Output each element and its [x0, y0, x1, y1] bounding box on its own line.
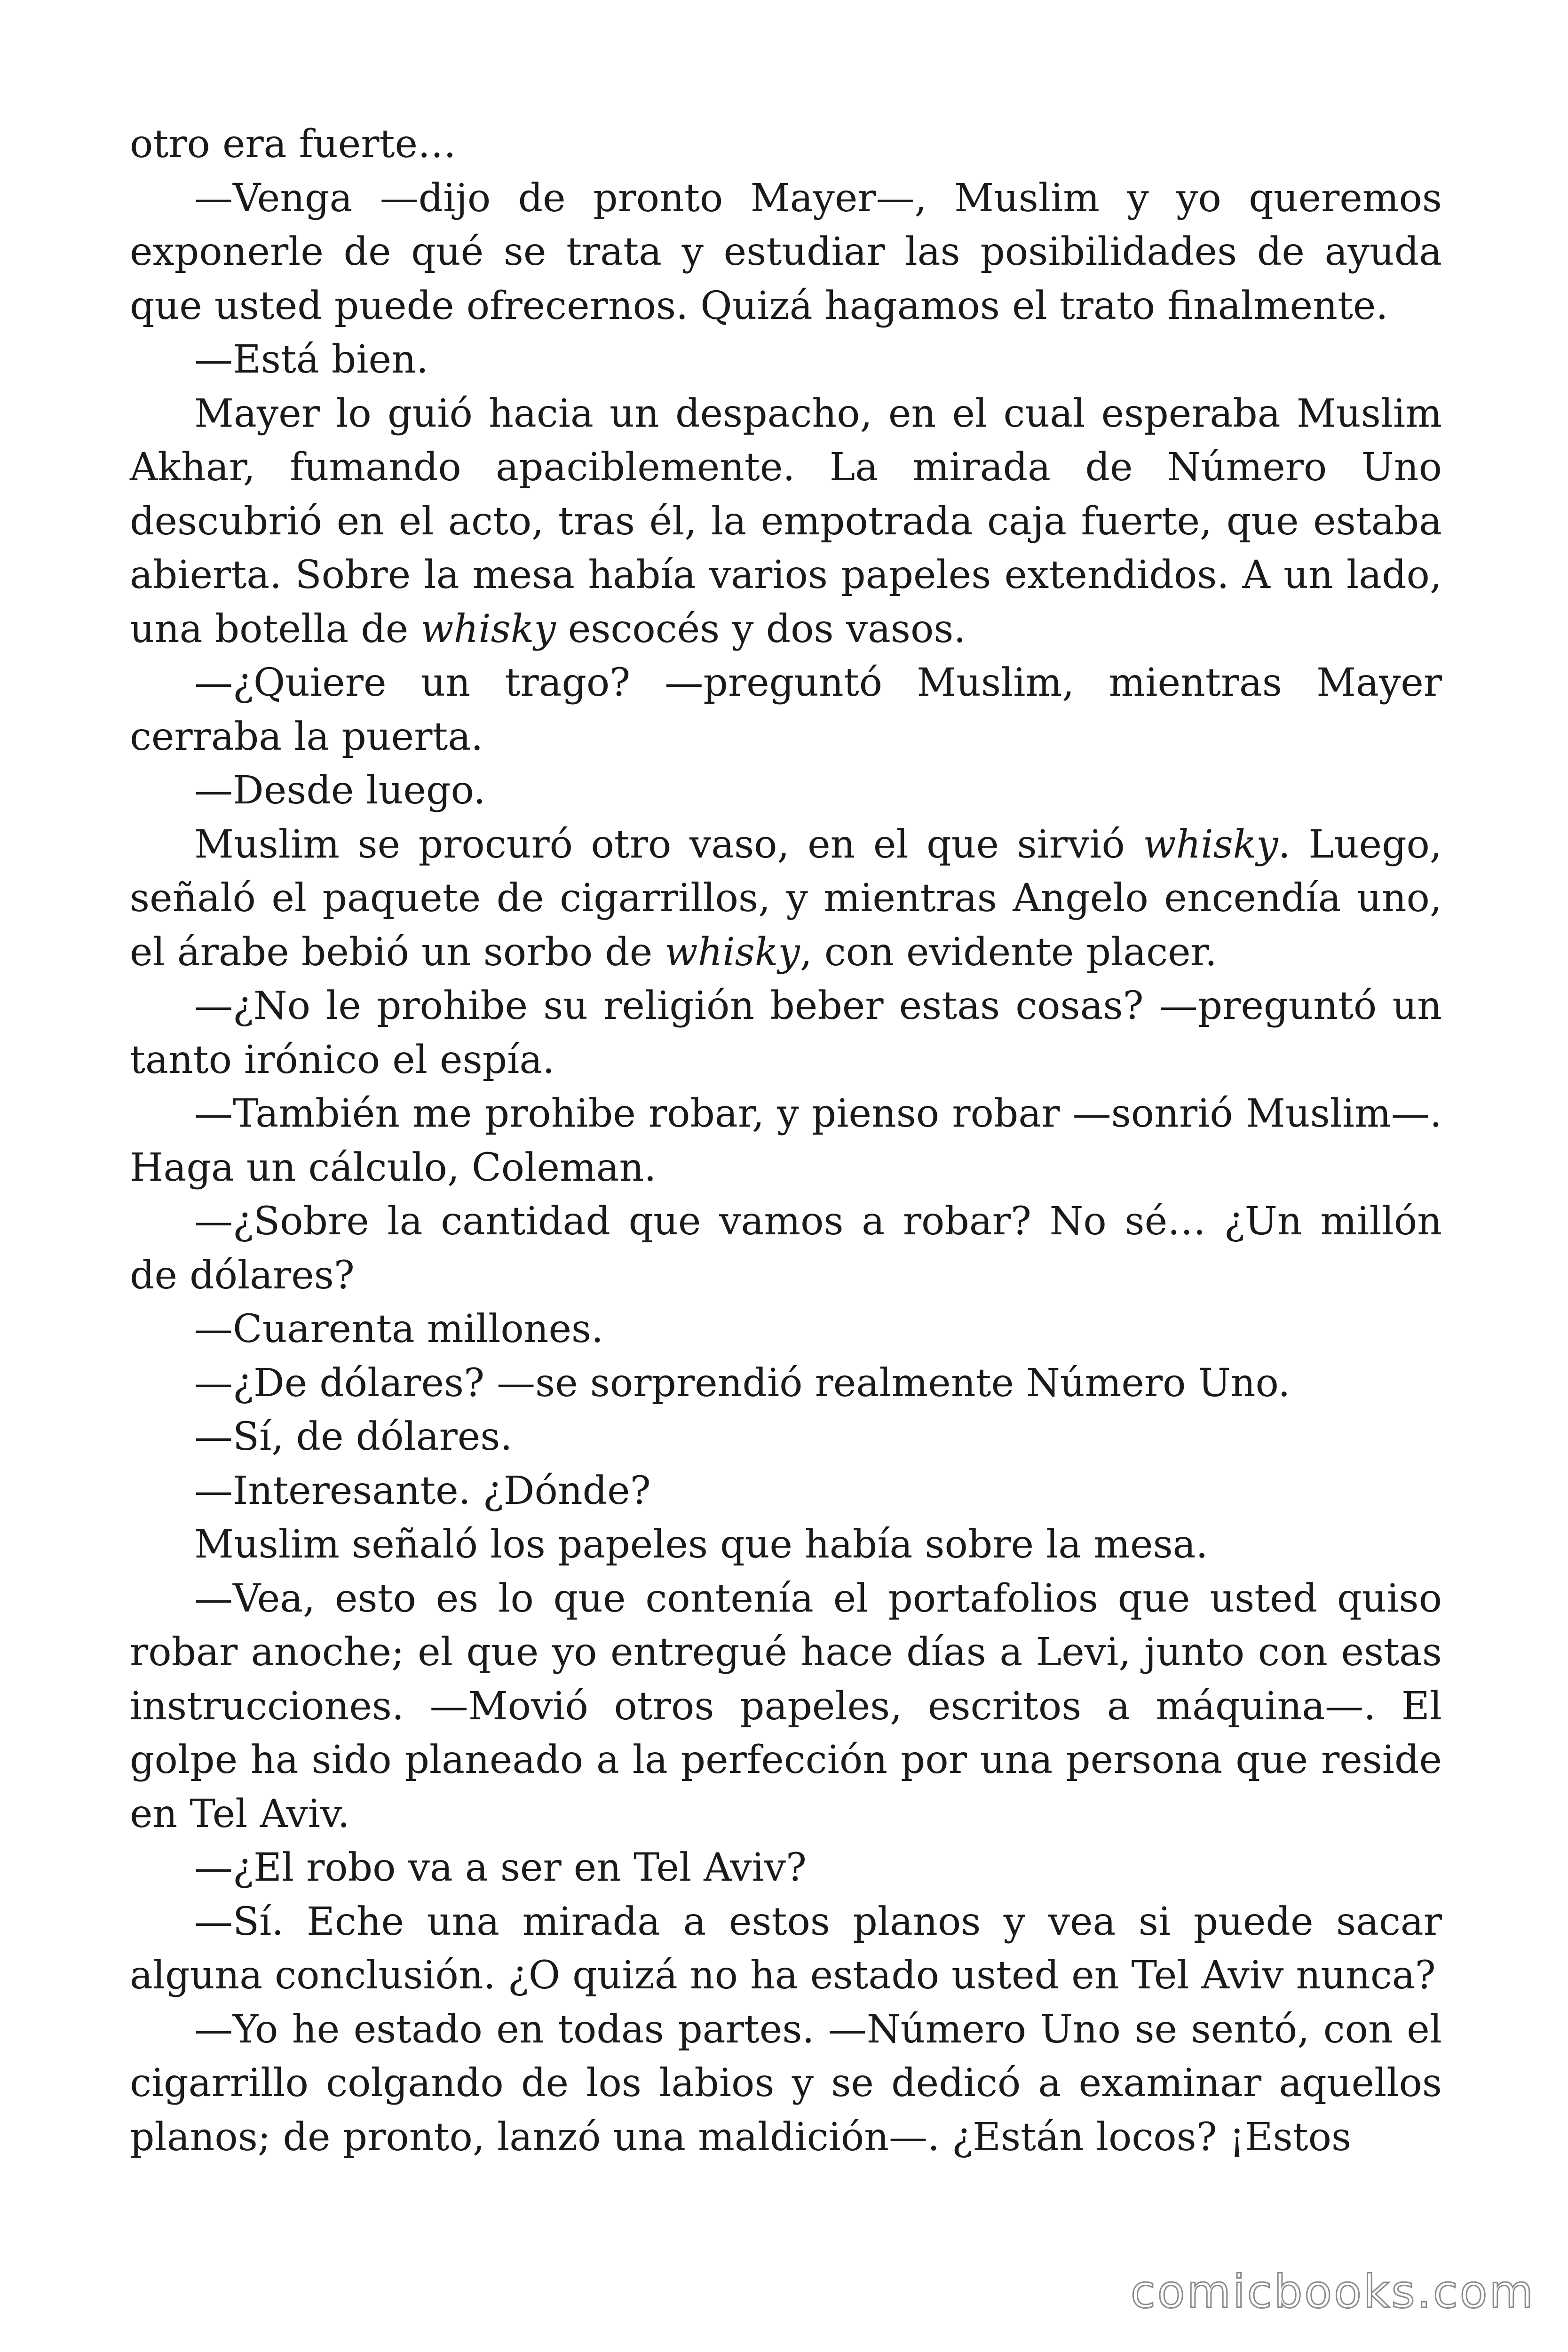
paragraph: —Vea, esto es lo que contenía el portafolios que usted quiso robar anoche; el que yo entregué hace días a Levi, junto con estas instrucciones. —Movió otros papeles, escritos a máquina—. El golpe ha sido planeado a la perfección por una persona que reside en Tel Aviv.: [130, 1576, 1442, 1836]
watermark: comicbooks.com: [1130, 2265, 1535, 2318]
paragraph-text: Mayer lo guió hacia un despacho, en el cual esperaba Muslim Akhar, fumando apaciblemente. La mirada de Número Uno descubrió en el acto, tras él, la empotrada caja fuerte, que estaba abierta. Sobre la mesa había varios papeles extendidos. A un lado, una botella de: [130, 391, 1442, 652]
paragraph: —¿Sobre la cantidad que vamos a robar? No sé… ¿Un millón de dólares?: [130, 1199, 1442, 1298]
paragraph: —¿No le prohibe su religión beber estas cosas? —preguntó un tanto irónico el espía.: [130, 984, 1442, 1082]
italic-word: whisky: [1143, 822, 1278, 867]
paragraph: —Interesante. ¿Dónde?: [194, 1468, 651, 1513]
paragraph: —Está bien.: [194, 337, 428, 382]
paragraph: —Sí, de dólares.: [194, 1414, 513, 1459]
paragraph: —Yo he estado en todas partes. —Número Uno se sentó, con el cigarrillo colgando de los labios y se dedicó a examinar aquellos planos; de pronto, lanzó una maldición—. ¿Están locos? ¡Estos: [130, 2007, 1442, 2160]
paragraph: otro era fuerte…: [130, 122, 456, 167]
paragraph: —Desde luego.: [194, 768, 486, 813]
paragraph: [130, 818, 1442, 980]
italic-word: whisky: [420, 606, 556, 652]
paragraph: —¿De dólares? —se sorprendió realmente Número Uno.: [194, 1360, 1291, 1406]
paragraph-text: escocés y dos vasos.: [555, 606, 966, 652]
paragraph-text: . Luego, señaló el paquete de cigarrillos, y mientras Angelo encendía uno, el árabe bebió un sorbo de: [130, 822, 1442, 975]
paragraph-text: Muslim se procuró otro vaso, en el que sirvió: [194, 822, 1143, 867]
paragraph: —Sí. Eche una mirada a estos planos y vea si puede sacar alguna conclusión. ¿O quizá no ha estado usted en Tel Aviv nunca?: [130, 1899, 1442, 1998]
paragraph: —También me prohibe robar, y pienso robar —sonrió Muslim—. Haga un cálculo, Coleman.: [130, 1091, 1442, 1190]
paragraph: —Cuarenta millones.: [194, 1307, 604, 1351]
paragraph: [130, 387, 1442, 657]
paragraph-text: , con evidente placer.: [800, 930, 1217, 975]
paragraph: —¿Quiere un trago? —preguntó Muslim, mientras Mayer cerraba la puerta.: [130, 660, 1442, 759]
paragraph: Muslim señaló los papeles que había sobre la mesa.: [194, 1522, 1208, 1567]
paragraph: —¿El robo va a ser en Tel Aviv?: [194, 1845, 807, 1890]
paragraph: —Venga —dijo de pronto Mayer—, Muslim y yo queremos exponerle de qué se trata y estudiar las posibilidades de ayuda que usted puede ofrecernos. Quizá hagamos el trato finalmente.: [130, 175, 1442, 328]
italic-word: whisky: [665, 930, 800, 975]
body-text: [130, 118, 1442, 2164]
